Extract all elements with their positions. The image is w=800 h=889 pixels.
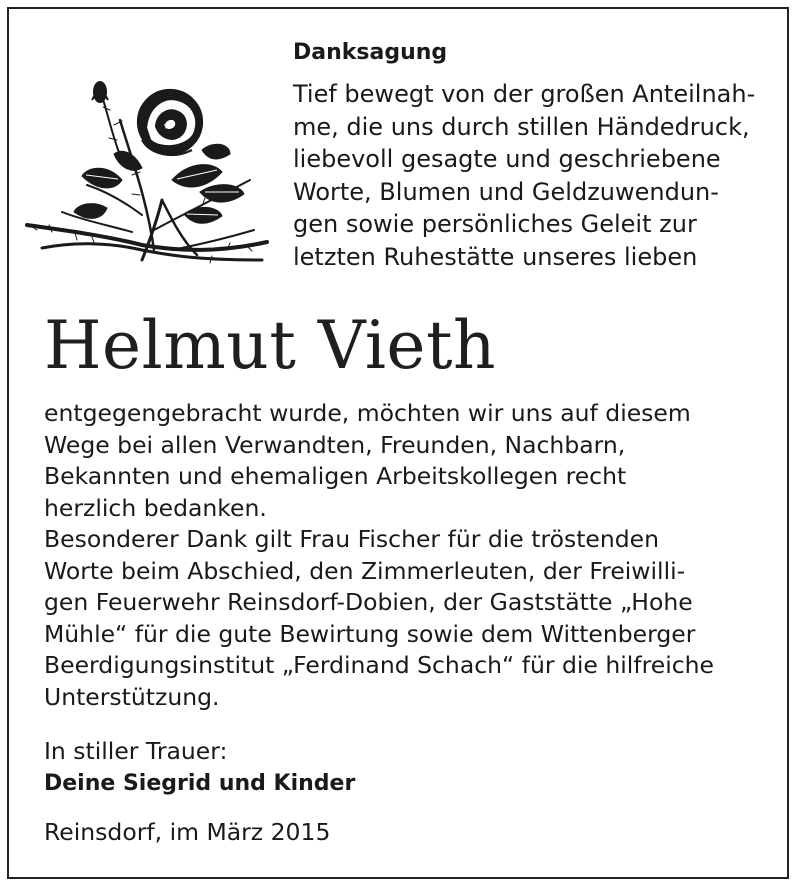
body-line: Bekannten und ehemaligen Arbeitskollegen recht: [44, 462, 627, 490]
body-line: herzlich bedanken.: [44, 493, 267, 522]
body-line: Beerdigungsinstitut „Ferdinand Schach“ für die hilfreiche: [44, 651, 714, 679]
body-line: Besonderer Dank gilt Frau Fischer für die tröstenden: [44, 525, 660, 553]
body-line: gen Feuerwehr Reinsdorf-Dobien, der Gaststätte „Hohe: [44, 588, 693, 616]
intro-line: Tief bewegt von der großen Anteilnah-: [293, 80, 756, 108]
body-line: entgegengebracht wurde, möchten wir uns auf diesem: [44, 399, 691, 427]
mourning-line: In stiller Trauer:: [44, 737, 228, 765]
intro-line: me, die uns durch stillen Händedruck,: [293, 112, 750, 141]
notice-heading: Danksagung: [293, 40, 448, 65]
body-line: Worte beim Abschied, den Zimmerleuten, der Freiwilli-: [44, 556, 686, 585]
signature: Deine Siegrid und Kinder: [44, 771, 356, 796]
rose-icon: [22, 80, 274, 270]
intro-line: Worte, Blumen und Geldzuwendun-: [293, 177, 719, 206]
intro-paragraph: [293, 78, 783, 273]
deceased-name: Helmut Vieth: [44, 307, 497, 384]
intro-line: liebevoll gesagte und geschriebene: [293, 145, 721, 173]
body-line: Unterstützung.: [44, 682, 220, 711]
place-date: Reinsdorf, im März 2015: [44, 818, 331, 846]
intro-line: gen sowie persönliches Geleit zur: [293, 210, 697, 238]
intro-line: letzten Ruhestätte unseres lieben: [293, 242, 698, 271]
body-line: Mühle“ für die gute Bewirtung sowie dem Wittenberger: [44, 619, 696, 648]
body-line: Wege bei allen Verwandten, Freunden, Nachbarn,: [44, 430, 626, 459]
thanks-paragraph: [44, 398, 784, 713]
